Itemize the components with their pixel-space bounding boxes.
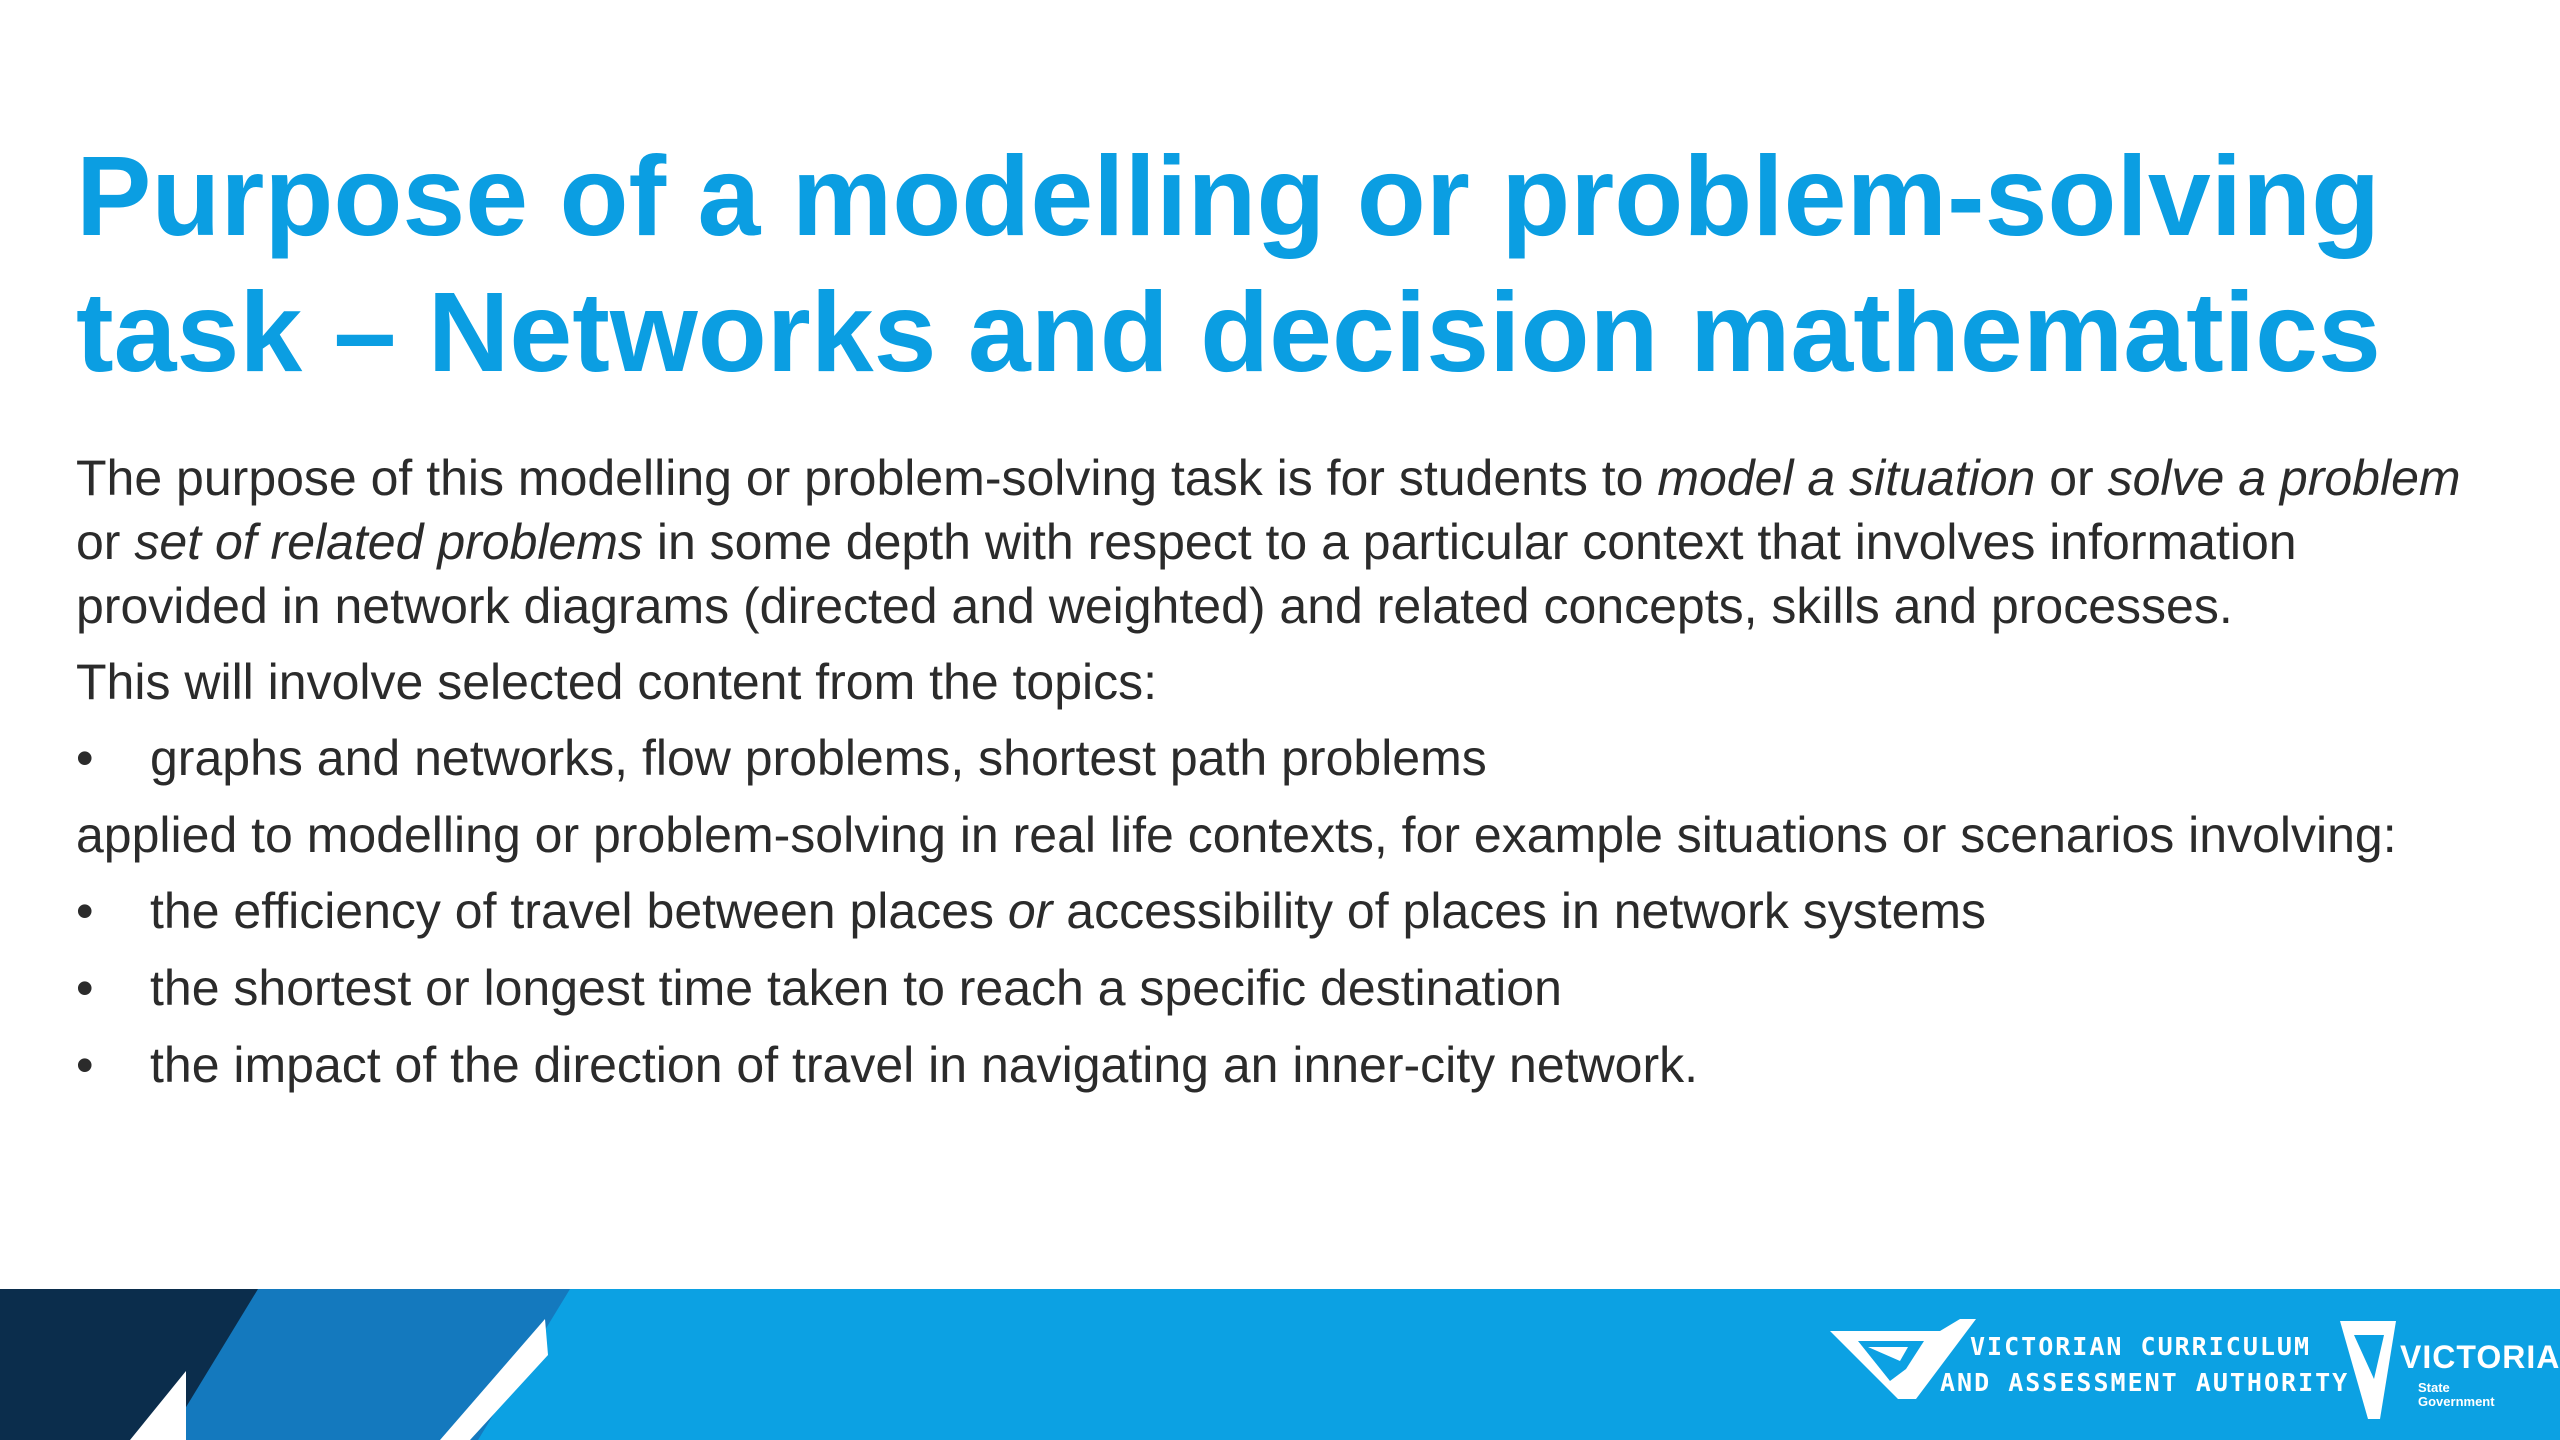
- slide-title-line-2: task – Networks and decision mathematics: [76, 269, 2381, 395]
- bullet: •: [76, 883, 94, 939]
- topics-list: [76, 726, 2466, 790]
- intro-emphasis-solve: solve a problem: [2107, 450, 2461, 506]
- bullet: •: [76, 960, 94, 1016]
- list-item-text: the impact of the direction of travel in navigating an inner-city network.: [150, 1037, 1699, 1093]
- intro-text-2: or: [2035, 450, 2108, 506]
- list-item-text: the shortest or longest time taken to reach a specific destination: [150, 960, 1562, 1016]
- footer-stripes: [0, 1289, 620, 1440]
- intro-emphasis-related: set of related problems: [134, 514, 643, 570]
- list-item-text-pre: the efficiency of travel between places: [150, 883, 1008, 939]
- intro-emphasis-model: model a situation: [1657, 450, 2036, 506]
- vcaa-line-2: AND ASSESSMENT AUTHORITY: [1940, 1368, 2350, 1397]
- list-item: [76, 879, 2466, 943]
- applied-intro: applied to modelling or problem-solving in real life contexts, for example situations or scenarios involving:: [76, 807, 2397, 863]
- list-item: [76, 726, 2466, 790]
- list-item-emphasis: or: [1007, 883, 1053, 939]
- vcaa-line-1: VICTORIAN CURRICULUM: [1970, 1332, 2312, 1361]
- list-item-text: graphs and networks, flow problems, shortest path problems: [150, 730, 1487, 786]
- intro-text-3: or: [76, 514, 135, 570]
- government-label: Government: [2418, 1394, 2495, 1409]
- victoria-wordmark: VICTORIA: [2400, 1339, 2560, 1375]
- vcaa-wordmark: [1940, 1329, 2349, 1401]
- slide-title-line-1: Purpose of a modelling or problem-solving: [76, 133, 2381, 259]
- intro-paragraph: [76, 446, 2466, 638]
- list-item: [76, 1033, 2466, 1097]
- list-item: [76, 956, 2466, 1020]
- list-item-text-post: accessibility of places in network systems: [1052, 883, 1987, 939]
- bullet: •: [76, 730, 94, 786]
- state-government-label: [2418, 1381, 2495, 1409]
- intro-text-4: in some depth with respect to a particular context that involves information provided in network diagrams (directed and weighted) and related concepts, skills and processes.: [76, 514, 2297, 634]
- footer-banner: [0, 1289, 2560, 1440]
- intro-text-1: The purpose of this modelling or problem-solving task is for students to: [76, 450, 1658, 506]
- examples-list: [76, 879, 2466, 1097]
- topics-intro: This will involve selected content from the topics:: [76, 654, 1158, 710]
- state-label: State: [2418, 1380, 2450, 1395]
- slide-body: [76, 446, 2466, 1110]
- slide-title: [76, 128, 2496, 400]
- bullet: •: [76, 1037, 94, 1093]
